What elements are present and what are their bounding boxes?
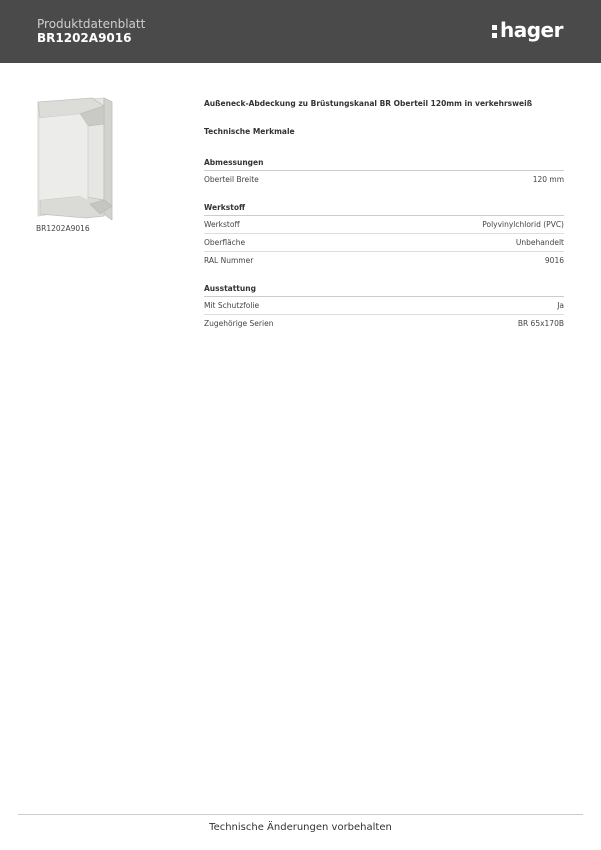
spec-label: Werkstoff — [204, 220, 240, 229]
spec-row — [204, 297, 564, 315]
spec-label: Zugehörige Serien — [204, 319, 274, 328]
spec-value: Ja — [557, 301, 564, 310]
spec-label: Oberteil Breite — [204, 175, 259, 184]
spec-value: 120 mm — [532, 175, 564, 184]
spec-value: Unbehandelt — [515, 238, 564, 247]
product-code: BR1202A9016 — [37, 31, 132, 45]
footer-note: Technische Änderungen vorbehalten — [209, 822, 392, 833]
logo-dots-icon — [492, 23, 498, 39]
image-caption: BR1202A9016 — [36, 224, 90, 233]
section-title: Werkstoff — [204, 202, 564, 216]
spec-label: Mit Schutzfolie — [204, 301, 260, 310]
spec-row — [204, 216, 564, 234]
footer-divider — [18, 814, 583, 815]
product-title: Außeneck-Abdeckung zu Brüstungskanal BR Oberteil 120mm in verkehrsweiß — [204, 99, 533, 108]
spec-row — [204, 234, 564, 252]
document-type: Produktdatenblatt — [37, 17, 146, 31]
spec-label: RAL Nummer — [204, 256, 254, 265]
spec-row — [204, 171, 564, 188]
spec-value: 9016 — [544, 256, 564, 265]
section-title: Ausstattung — [204, 283, 564, 297]
product-image — [34, 96, 116, 220]
logo-text: hager — [500, 18, 563, 42]
technical-features-heading: Technische Merkmale — [204, 127, 295, 136]
hager-logo — [492, 17, 563, 43]
spec-value: Polyvinylchlorid (PVC) — [482, 220, 564, 229]
spec-label: Oberfläche — [204, 238, 246, 247]
section-equipment — [204, 283, 564, 332]
spec-value: BR 65x170B — [517, 319, 564, 328]
spec-row — [204, 315, 564, 332]
spec-row — [204, 252, 564, 269]
header-bar — [0, 0, 601, 63]
section-dimensions — [204, 157, 564, 188]
section-material — [204, 202, 564, 269]
section-title: Abmessungen — [204, 157, 564, 171]
